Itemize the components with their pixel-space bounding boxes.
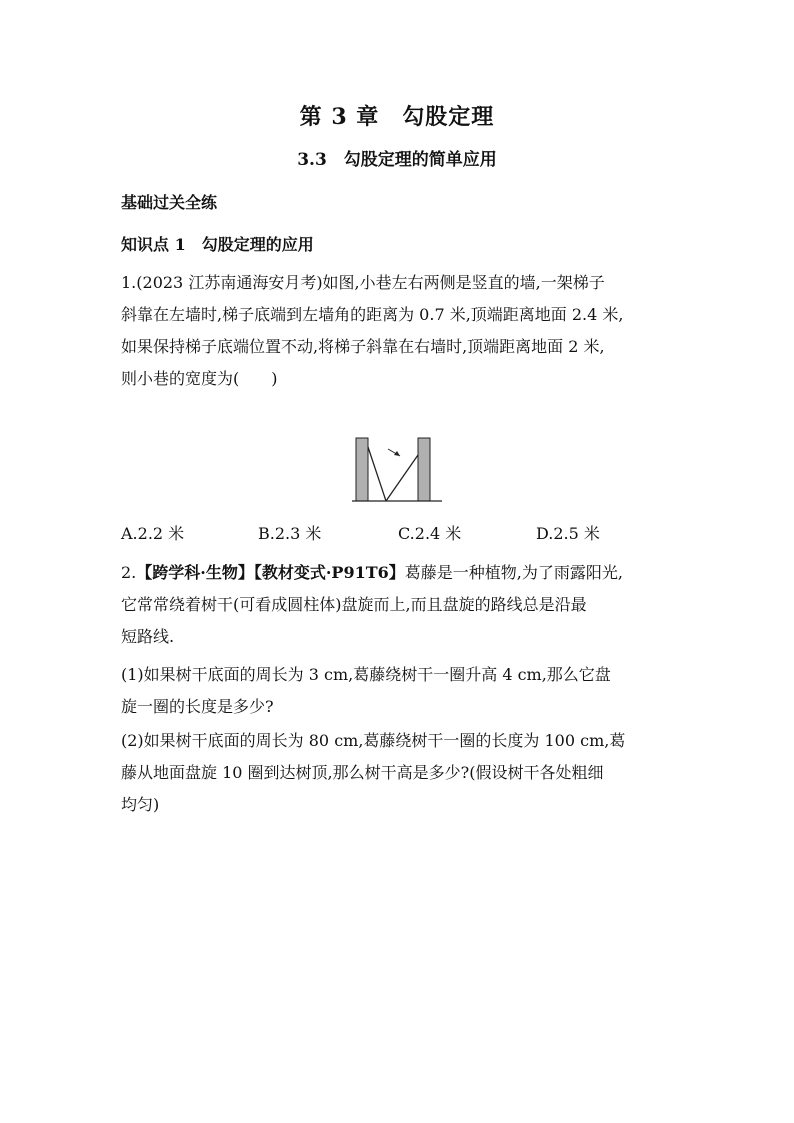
q1-options bbox=[121, 521, 681, 547]
left-wall bbox=[356, 438, 368, 501]
right-wall bbox=[418, 438, 430, 501]
q2-part1-line: (1)如果树干底面的周长为 3 cm,葛藤绕树干一圈升高 4 cm,那么它盘 bbox=[121, 665, 611, 684]
q2-line-1 bbox=[121, 557, 681, 589]
q1-line: 斜靠在左墙时,梯子底端到左墙角的距离为 0.7 米,顶端距离地面 2.4 米, bbox=[121, 305, 624, 324]
q2-intro-line: 它常常绕着树干(可看成圆柱体)盘旋而上,而且盘旋的路线总是沿最 bbox=[121, 595, 587, 614]
chapter-title: 第 3 章 勾股定理 bbox=[299, 104, 495, 130]
ladder-right bbox=[386, 455, 418, 501]
q2-number: 2. bbox=[121, 563, 137, 582]
q2-intro-line: 短路线. bbox=[121, 627, 175, 646]
q2-part2-line: (2)如果树干底面的周长为 80 cm,葛藤绕树干一圈的长度为 100 cm,葛 bbox=[121, 731, 626, 750]
ladder-left bbox=[368, 447, 386, 501]
q2-part1-line: 旋一圈的长度是多少? bbox=[121, 697, 274, 716]
practice-heading: 基础过关全练 bbox=[121, 193, 218, 212]
question-2 bbox=[121, 557, 681, 821]
q2-line1-rest: 葛藤是一种植物,为了雨露阳光, bbox=[404, 563, 623, 582]
section-title: 3.3 勾股定理的简单应用 bbox=[297, 150, 497, 170]
q2-part2-line: 藤从地面盘旋 10 圈到达树顶,那么树干高是多少?(假设树干各处粗细 bbox=[121, 763, 604, 782]
q2-tags: 【跨学科·生物】【教材变式·P91T6】 bbox=[136, 563, 405, 582]
option-d: D.2.5 米 bbox=[536, 524, 600, 543]
option-b: B.2.3 米 bbox=[258, 524, 322, 543]
question-1 bbox=[121, 267, 681, 395]
q1-line: 1.(2023 江苏南通海安月考)如图,小巷左右两侧是竖直的墙,一架梯子 bbox=[121, 273, 605, 292]
q1-line: 如果保持梯子底端位置不动,将梯子斜靠在右墙时,顶端距离地面 2 米, bbox=[121, 337, 605, 356]
alley-ladder-figure bbox=[350, 435, 450, 505]
option-a: A.2.2 米 bbox=[121, 524, 185, 543]
q1-line: 则小巷的宽度为( ) bbox=[121, 369, 278, 388]
q2-part2-line: 均匀) bbox=[121, 795, 160, 814]
knowledge-point-heading: 知识点 1 勾股定理的应用 bbox=[121, 235, 314, 254]
option-c: C.2.4 米 bbox=[398, 524, 462, 543]
